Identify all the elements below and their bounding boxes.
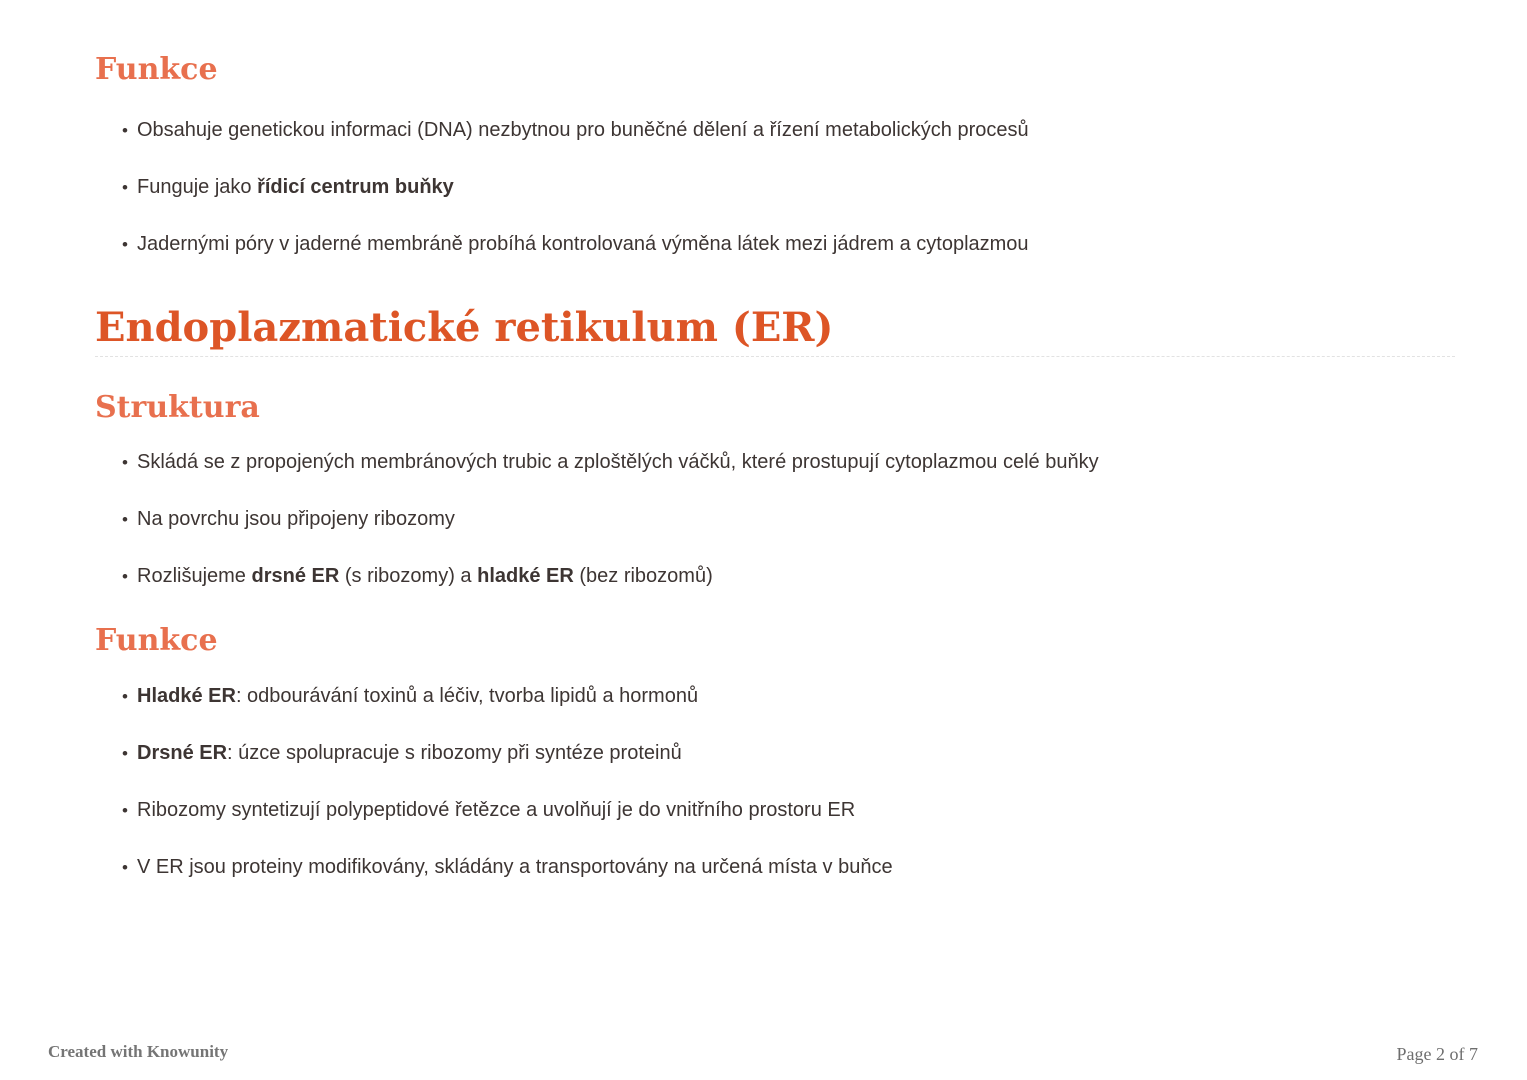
bullet-text: (bez ribozomů) <box>573 565 713 587</box>
bullet-text: Funguje jako <box>137 176 258 198</box>
bullet-item <box>95 798 1457 822</box>
bullet-text: V ER jsou proteiny modifikovány, skládány a transportovány na určená místa v buňce <box>137 856 893 878</box>
bullet-item <box>95 507 1457 531</box>
footer-page-number: Page 2 of 7 <box>1396 1044 1478 1064</box>
bullet-list-funkce-nucleus <box>95 118 1457 256</box>
bullet-text: : odbourávání toxinů a léčiv, tvorba lipidů a hormonů <box>235 685 699 707</box>
bullet-text: : úzce spolupracuje s ribozomy při syntéze proteinů <box>227 742 682 764</box>
bullet-text-bold: hladké ER <box>477 565 574 587</box>
bullet-item <box>95 855 1457 879</box>
bullet-item <box>95 175 1457 199</box>
bullet-item <box>95 450 1457 474</box>
bullet-text: (s ribozomy) a <box>339 565 478 587</box>
bullet-item <box>95 741 1457 765</box>
section-heading-struktura: Struktura <box>95 390 260 425</box>
footer-branding: Created with Knowunity <box>48 1042 229 1061</box>
bullet-item <box>95 232 1457 256</box>
bullet-text-bold: řídicí centrum buňky <box>257 176 454 198</box>
bullet-text: Jadernými póry v jaderné membráně probíhá kontrolovaná výměna látek mezi jádrem a cytoplazmou <box>137 233 1029 255</box>
bullet-text: Rozlišujeme <box>137 565 252 587</box>
bullet-item <box>95 564 1457 588</box>
bullet-text: Ribozomy syntetizují polypeptidové řetězce a uvolňují je do vnitřního prostoru ER <box>137 799 856 821</box>
bullet-text-bold: Drsné ER <box>137 742 228 764</box>
section-heading-funkce-er: Funkce <box>95 623 218 658</box>
dashed-divider <box>95 356 1455 357</box>
section-heading-funkce-nucleus: Funkce <box>95 52 218 87</box>
document-content <box>95 0 1457 879</box>
bullet-item <box>95 684 1457 708</box>
page-title: Endoplazmatické retikulum (ER) <box>95 304 834 351</box>
bullet-text: Skládá se z propojených membránových trubic a zploštělých váčků, které prostupují cytoplazmou celé buňky <box>137 451 1099 473</box>
bullet-list-struktura <box>95 450 1457 588</box>
bullet-list-funkce-er <box>95 684 1457 879</box>
bullet-text: Na povrchu jsou připojeny ribozomy <box>137 508 455 530</box>
bullet-text: Obsahuje genetickou informaci (DNA) nezbytnou pro buněčné dělení a řízení metabolických procesů <box>137 119 1029 141</box>
bullet-text-bold: drsné ER <box>251 565 340 587</box>
bullet-item <box>95 118 1457 142</box>
bullet-text-bold: Hladké ER <box>137 685 236 707</box>
